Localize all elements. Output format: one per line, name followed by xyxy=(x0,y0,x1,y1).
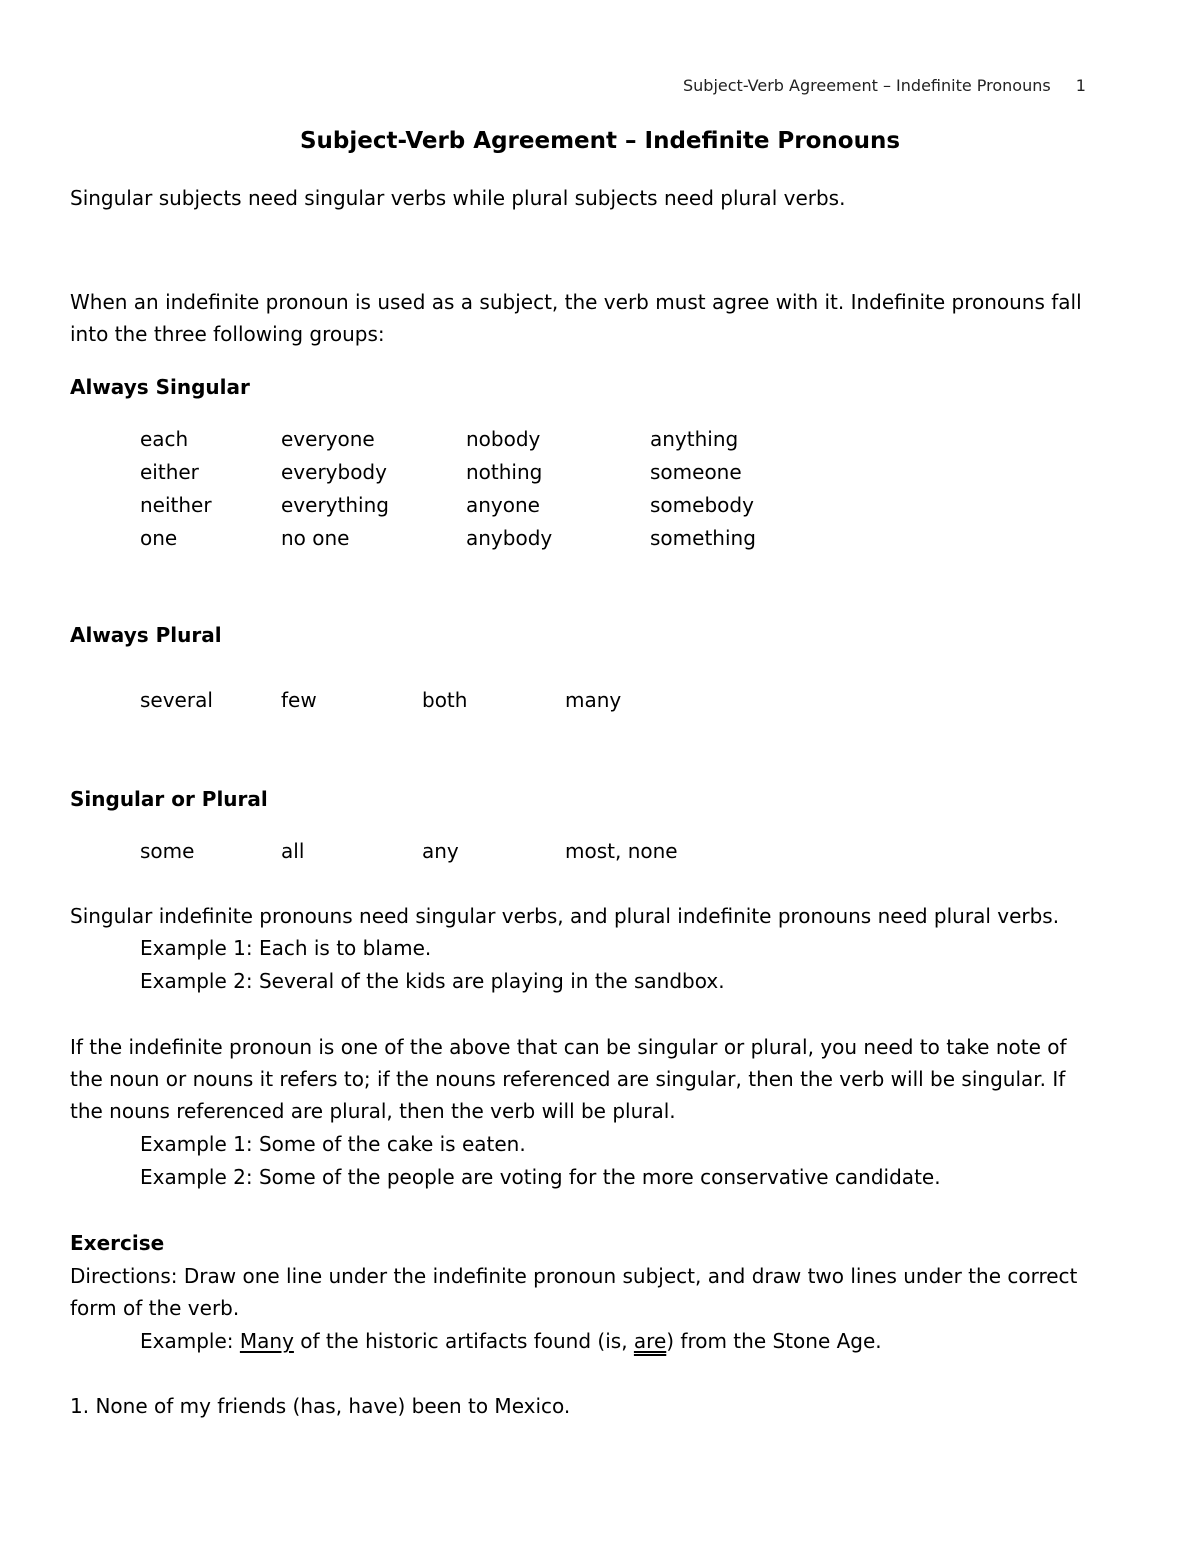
table-cell: nothing xyxy=(466,460,543,484)
example-prefix: Example: xyxy=(140,1329,240,1353)
groups-intro-line-1: When an indefinite pronoun is used as a subject, the verb must agree with it. Indefinite pronouns fall xyxy=(70,290,1082,314)
page-title: Subject-Verb Agreement – Indefinite Pronouns xyxy=(299,128,901,154)
list-item: any xyxy=(422,839,459,863)
exercise-directions-line-1: Directions: Draw one line under the indefinite pronoun subject, and draw two lines under the correct xyxy=(70,1264,1078,1288)
table-cell: somebody xyxy=(650,493,754,517)
table-cell: anyone xyxy=(466,493,540,517)
example-middle: of the historic artifacts found (is, xyxy=(293,1329,634,1353)
table-cell: one xyxy=(140,526,178,550)
rule2-example-1: Example 1: Some of the cake is eaten. xyxy=(140,1132,526,1156)
example-subject-underlined: Many xyxy=(239,1329,294,1353)
example-verb-double-underlined: are xyxy=(633,1329,667,1353)
exercise-heading: Exercise xyxy=(70,1231,165,1255)
always-singular-heading: Always Singular xyxy=(70,375,250,399)
table-cell: something xyxy=(650,526,756,550)
rule1-example-2: Example 2: Several of the kids are playing in the sandbox. xyxy=(140,969,725,993)
exercise-example xyxy=(140,1329,882,1353)
table-cell: anybody xyxy=(466,526,553,550)
intro-paragraph: Singular subjects need singular verbs while plural subjects need plural verbs. xyxy=(70,186,846,210)
exercise-directions-line-2: form of the verb. xyxy=(70,1296,240,1320)
table-cell: neither xyxy=(140,493,212,517)
list-item: both xyxy=(422,688,468,712)
list-item: all xyxy=(281,839,305,863)
table-cell: nobody xyxy=(466,427,541,451)
rule2-example-2: Example 2: Some of the people are voting for the more conservative candidate. xyxy=(140,1165,941,1189)
rule2-line-3: the nouns referenced are plural, then the verb will be plural. xyxy=(70,1099,676,1123)
rule1-example-1: Example 1: Each is to blame. xyxy=(140,936,432,960)
list-item: few xyxy=(281,688,317,712)
table-cell: either xyxy=(140,460,199,484)
running-title: Subject-Verb Agreement – Indefinite Pronouns xyxy=(683,76,1051,95)
exercise-item-1: 1. None of my friends (has, have) been to Mexico. xyxy=(70,1394,571,1418)
running-header xyxy=(683,76,1086,95)
rule2-line-1: If the indefinite pronoun is one of the above that can be singular or plural, you need to take note of xyxy=(70,1035,1067,1059)
table-cell: each xyxy=(140,427,189,451)
list-item: many xyxy=(565,688,622,712)
table-cell: everything xyxy=(281,493,389,517)
groups-intro-line-2: into the three following groups: xyxy=(70,322,385,346)
table-cell: anything xyxy=(650,427,739,451)
always-plural-heading: Always Plural xyxy=(70,623,222,647)
list-item: most, none xyxy=(565,839,678,863)
singular-or-plural-heading: Singular or Plural xyxy=(70,787,268,811)
example-suffix: ) from the Stone Age. xyxy=(666,1329,882,1353)
table-cell: someone xyxy=(650,460,742,484)
table-cell: everybody xyxy=(281,460,387,484)
table-cell: everyone xyxy=(281,427,375,451)
rule1-text: Singular indefinite pronouns need singular verbs, and plural indefinite pronouns need plural verbs. xyxy=(70,904,1060,928)
table-cell: no one xyxy=(281,526,350,550)
list-item: some xyxy=(140,839,195,863)
list-item: several xyxy=(140,688,213,712)
page-number: 1 xyxy=(1075,76,1086,95)
rule2-line-2: the noun or nouns it refers to; if the nouns referenced are singular, then the verb will be singular. If xyxy=(70,1067,1066,1091)
